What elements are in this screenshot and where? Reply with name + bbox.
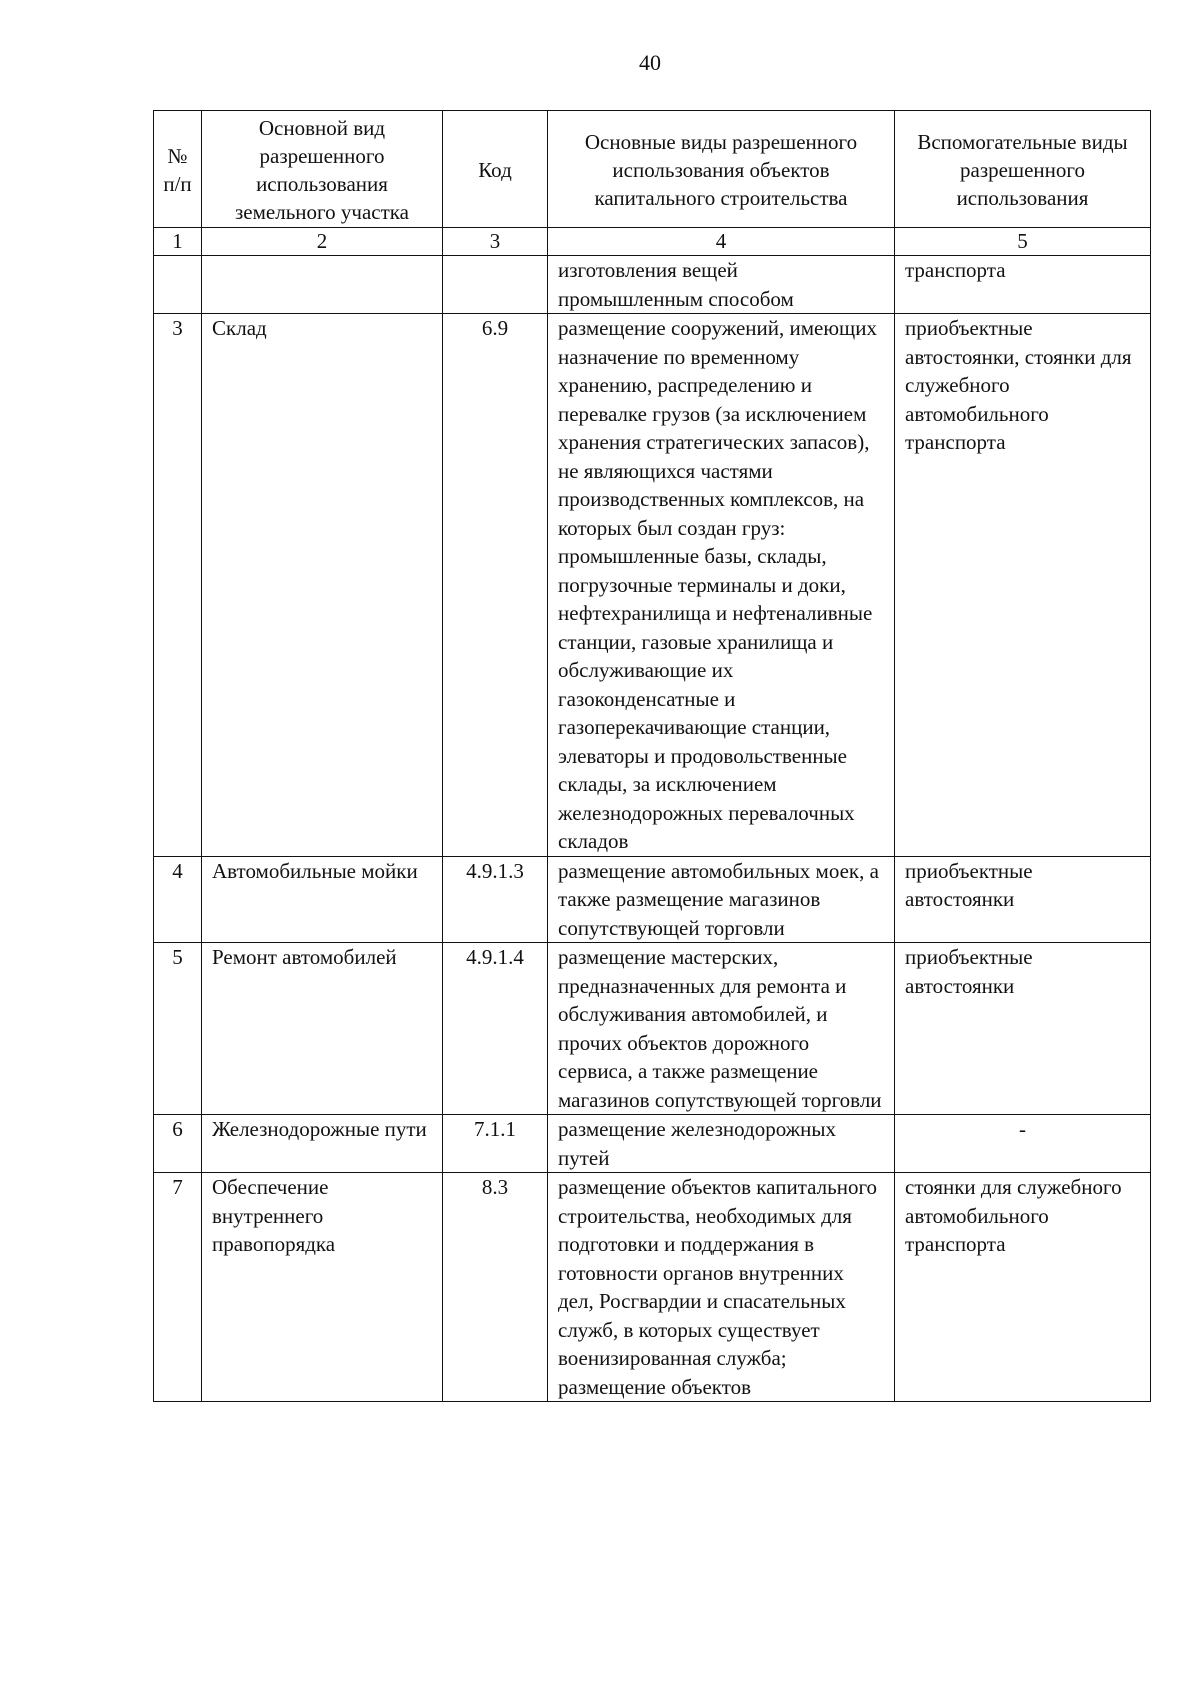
header-main-building-use: Основные виды разрешенного использования объектов капитального строительства (548, 111, 895, 228)
table-row (154, 1173, 1151, 1402)
row-land-use-type: Автомобильные мойки (202, 856, 443, 943)
row-land-use-type (202, 256, 443, 314)
row-code: 4.9.1.3 (443, 856, 548, 943)
table-row (154, 856, 1151, 943)
column-number: 3 (443, 228, 548, 256)
table-row (154, 943, 1151, 1115)
column-number-row (154, 228, 1151, 256)
row-code (443, 256, 548, 314)
row-auxiliary-use: приобъектные автостоянки (895, 943, 1151, 1115)
table-row (154, 256, 1151, 314)
row-auxiliary-use: транспорта (895, 256, 1151, 314)
row-land-use-type: Обеспечение внутреннего правопорядка (202, 1173, 443, 1402)
row-auxiliary-use: приобъектные автостоянки (895, 856, 1151, 943)
row-code: 4.9.1.4 (443, 943, 548, 1115)
header-auxiliary-use: Вспомогательные виды разрешенного использования (895, 111, 1151, 228)
row-number: 3 (154, 314, 202, 857)
table-row (154, 1115, 1151, 1173)
row-main-use: изготовления вещей промышленным способом (548, 256, 895, 314)
page-number: 40 (639, 50, 661, 75)
row-main-use: размещение мастерских, предназначенных для ремонта и обслуживания автомобилей, и прочих объектов дорожного сервиса, а также размещение магазинов сопутствующей торговли (548, 943, 895, 1115)
row-auxiliary-use: - (895, 1115, 1151, 1173)
row-main-use: размещение автомобильных моек, а также размещение магазинов сопутствующей торговли (548, 856, 895, 943)
row-land-use-type: Склад (202, 314, 443, 857)
row-code: 6.9 (443, 314, 548, 857)
row-code: 7.1.1 (443, 1115, 548, 1173)
row-number (154, 256, 202, 314)
land-use-table (153, 110, 1151, 1402)
row-auxiliary-use: стоянки для служебного автомобильного транспорта (895, 1173, 1151, 1402)
row-main-use: размещение объектов капитального строительства, необходимых для подготовки и поддержания в готовности органов внутренних дел, Росгвардии и спасательных служб, в которых существует военизированная служба; размещение объектов (548, 1173, 895, 1402)
column-number: 4 (548, 228, 895, 256)
row-number: 4 (154, 856, 202, 943)
column-number: 2 (202, 228, 443, 256)
header-main-land-use: Основной вид разрешенного использования земельного участка (202, 111, 443, 228)
row-number: 7 (154, 1173, 202, 1402)
column-number: 5 (895, 228, 1151, 256)
header-number: № п/п (154, 111, 202, 228)
row-number: 5 (154, 943, 202, 1115)
column-number: 1 (154, 228, 202, 256)
row-auxiliary-use: приобъектные автостоянки, стоянки для служебного автомобильного транспорта (895, 314, 1151, 857)
row-code: 8.3 (443, 1173, 548, 1402)
header-code: Код (443, 111, 548, 228)
table-header-row (154, 111, 1151, 228)
row-main-use: размещение железнодорожных путей (548, 1115, 895, 1173)
row-number: 6 (154, 1115, 202, 1173)
row-land-use-type: Ремонт автомобилей (202, 943, 443, 1115)
table-row (154, 314, 1151, 857)
row-land-use-type: Железнодорожные пути (202, 1115, 443, 1173)
row-main-use: размещение сооружений, имеющих назначение по временному хранению, распределению и перевалке грузов (за исключением хранения стратегических запасов), не являющихся частями производственных комплексов, на которых был создан груз: промышленные базы, склады, погрузочные терминалы и доки, нефтехранилища и нефтеналивные станции, газовые хранилища и обслуживающие их газоконденсатные и газоперекачивающие станции, элеваторы и продовольственные склады, за исключением железнодорожных перевалочных складов (548, 314, 895, 857)
